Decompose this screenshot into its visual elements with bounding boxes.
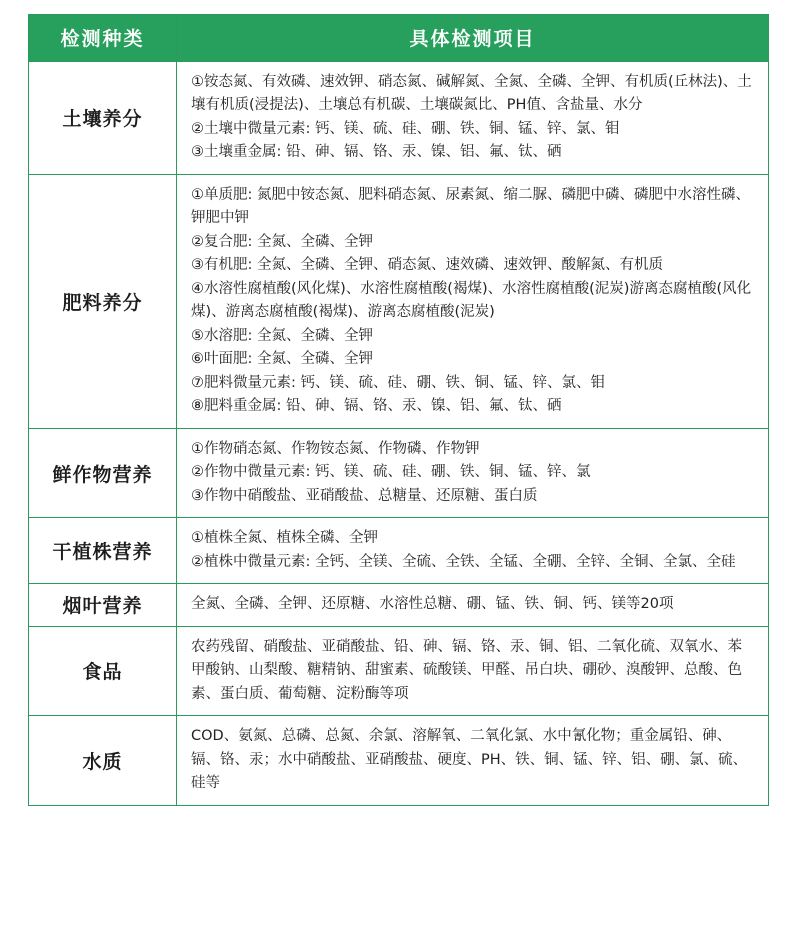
row-kind-label: 土壤养分 [29, 62, 177, 175]
list-item: 全氮、全磷、全钾、还原糖、水溶性总糖、硼、锰、铁、铜、钙、镁等20项 [191, 596, 674, 613]
list-item: ①铵态氮、有效磷、速效钾、硝态氮、碱解氮、全氮、全磷、全钾、有机质(丘林法)、土壤有机质(浸提法)、土壤总有机碳、土壤碳氮比、PH值、含盐量、水分 [191, 74, 752, 114]
table-row [29, 428, 769, 517]
list-item: ③土壤重金属: 铅、砷、镉、铬、汞、镍、铝、氟、钛、硒 [191, 144, 562, 161]
list-item: ⑥叶面肥: 全氮、全磷、全钾 [191, 351, 373, 368]
row-items-list [177, 584, 769, 626]
table-header [29, 15, 769, 62]
table-header-row [29, 15, 769, 62]
column-header-kind: 检测种类 [29, 15, 177, 62]
list-item: ①植株全氮、植株全磷、全钾 [191, 530, 378, 547]
row-kind-label: 肥料养分 [29, 174, 177, 428]
row-items-list [177, 428, 769, 517]
list-item: ③作物中硝酸盐、亚硝酸盐、总糖量、还原糖、蛋白质 [191, 487, 538, 504]
list-item: ①作物硝态氮、作物铵态氮、作物磷、作物钾 [191, 440, 480, 457]
row-items-list [177, 518, 769, 584]
list-item: COD、氨氮、总磷、总氮、余氯、溶解氧、二氧化氯、水中氰化物；重金属铅、砷、镉、铬、汞；水中硝酸盐、亚硝酸盐、硬度、PH、铁、铜、锰、锌、铝、硼、氯、硫、硅等 [191, 728, 748, 792]
list-item: ⑦肥料微量元素: 钙、镁、硫、硅、硼、铁、铜、锰、锌、氯、钼 [191, 374, 605, 391]
table-row [29, 626, 769, 715]
table-body [29, 62, 769, 806]
list-item: ②复合肥: 全氮、全磷、全钾 [191, 233, 373, 250]
row-kind-label: 食品 [29, 626, 177, 715]
row-kind-label: 鲜作物营养 [29, 428, 177, 517]
row-kind-label: 烟叶营养 [29, 584, 177, 626]
list-item: ③有机肥: 全氮、全磷、全钾、硝态氮、速效磷、速效钾、酸解氮、有机质 [191, 257, 663, 274]
table-row [29, 518, 769, 584]
table-row [29, 716, 769, 805]
row-kind-label: 水质 [29, 716, 177, 805]
row-kind-label: 干植株营养 [29, 518, 177, 584]
detection-items-table [28, 14, 769, 806]
row-items-list [177, 626, 769, 715]
row-items-list [177, 62, 769, 175]
row-items-list [177, 716, 769, 805]
list-item: ①单质肥: 氮肥中铵态氮、肥料硝态氮、尿素氮、缩二脲、磷肥中磷、磷肥中水溶性磷、钾肥中钾 [191, 186, 750, 227]
table-row [29, 174, 769, 428]
list-item: ⑧肥料重金属: 铅、砷、镉、铬、汞、镍、铝、氟、钛、硒 [191, 398, 562, 415]
list-item: ②作物中微量元素: 钙、镁、硫、硅、硼、铁、铜、锰、锌、氯 [191, 464, 591, 481]
column-header-items: 具体检测项目 [177, 15, 769, 62]
table-row [29, 584, 769, 626]
list-item: ⑤水溶肥: 全氮、全磷、全钾 [191, 327, 373, 344]
list-item: ②土壤中微量元素: 钙、镁、硫、硅、硼、铁、铜、锰、锌、氯、钼 [191, 120, 620, 137]
list-item: ④水溶性腐植酸(风化煤)、水溶性腐植酸(褐煤)、水溶性腐植酸(泥炭)游离态腐植酸(风化煤)、游离态腐植酸(褐煤)、游离态腐植酸(泥炭) [191, 280, 752, 321]
list-item: 农药残留、硝酸盐、亚硝酸盐、铅、砷、镉、铬、汞、铜、铝、二氧化硫、双氧水、苯甲酸钠、山梨酸、糖精钠、甜蜜素、硫酸镁、甲醛、吊白块、硼砂、溴酸钾、总酸、色素、蛋白质、葡萄糖、淀粉酶等项 [191, 638, 742, 702]
list-item: ②植株中微量元素: 全钙、全镁、全硫、全铁、全锰、全硼、全锌、全铜、全氯、全硅 [191, 553, 736, 570]
row-items-list [177, 174, 769, 428]
table-row [29, 62, 769, 175]
